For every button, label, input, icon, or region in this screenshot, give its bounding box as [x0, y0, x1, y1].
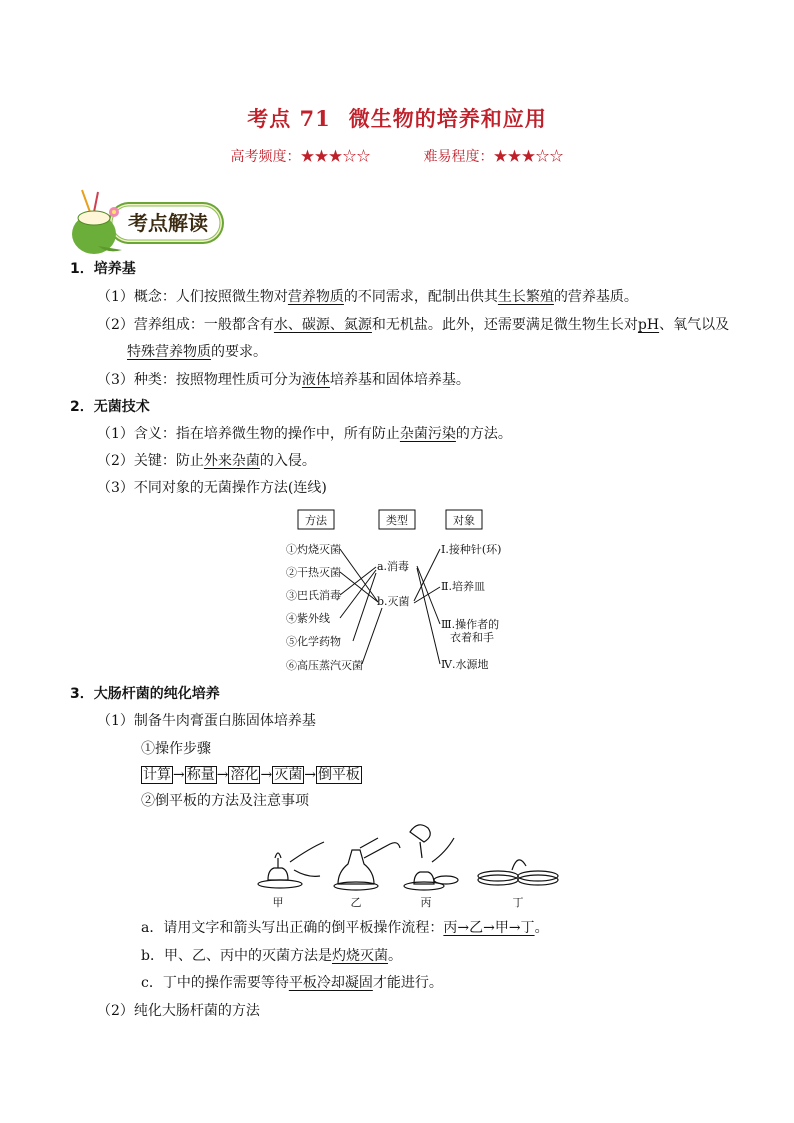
topic-number: 考点 71 — [247, 106, 331, 131]
paragraph-purify: （2）纯化大肠杆菌的方法 — [97, 1003, 260, 1019]
step-operation-label: ①操作步骤 — [141, 741, 211, 757]
hand-flask-icon — [404, 825, 458, 890]
target-item: Ⅰ.接种针(环) — [441, 543, 502, 556]
flow-step: 计算 — [143, 767, 171, 783]
operation-flow — [141, 765, 362, 785]
flow-arrow: → — [304, 767, 316, 783]
method-item: ④紫外线 — [286, 612, 330, 625]
frequency-stars: ★★★☆☆ — [300, 149, 371, 165]
target-item: 衣着和手 — [450, 631, 494, 644]
paragraph-key: （2）关键：防止外来杂菌的入侵。 — [97, 453, 316, 469]
paragraph-composition-cont: 特殊营养物质的要求。 — [127, 344, 267, 360]
method-item: ⑥高压蒸汽灭菌 — [286, 659, 363, 672]
step-pouring-label: ②倒平板的方法及注意事项 — [141, 793, 309, 809]
type-item: a.消毒 — [377, 560, 410, 573]
method-item: ⑤化学药物 — [286, 635, 341, 648]
section-banner — [68, 186, 228, 256]
method-item: ③巴氏消毒 — [286, 589, 341, 602]
alcohol-lamp-icon — [258, 842, 324, 888]
pouring-plate-illustration — [250, 818, 560, 910]
method-item: ②干热灭菌 — [286, 566, 341, 579]
section-heading-2: 2．无菌技术 — [70, 399, 150, 415]
sterilization-matching-diagram — [278, 504, 518, 684]
label-ding: 丁 — [512, 896, 524, 909]
header-method: 方法 — [305, 514, 327, 527]
label-bing: 丙 — [420, 896, 432, 909]
petri-dish-icon — [478, 860, 558, 885]
header-target: 对象 — [453, 514, 475, 527]
target-item: Ⅱ.培养皿 — [441, 580, 485, 593]
header-type: 类型 — [386, 514, 408, 527]
section-heading-3: 3．大肠杆菌的纯化培养 — [70, 686, 220, 702]
page-title — [0, 103, 794, 133]
flow-step: 倒平板 — [317, 767, 360, 783]
flow-arrow: → — [260, 767, 273, 783]
target-item: Ⅳ.水源地 — [441, 658, 489, 671]
flow-step: 灭菌 — [274, 767, 303, 783]
method-item: ①灼烧灭菌 — [286, 543, 341, 556]
label-yi: 乙 — [350, 896, 362, 909]
frequency-label: 高考频度： — [230, 149, 301, 165]
question-c: c．丁中的操作需要等待平板冷却凝固才能进行。 — [141, 975, 443, 991]
target-item: Ⅲ.操作者的 — [441, 618, 500, 631]
paragraph-concept: （1）概念：人们按照微生物对营养物质的不同需求，配制出供其生长繁殖的营养基质。 — [97, 289, 638, 305]
flow-arrow: → — [216, 767, 229, 783]
banner-text: 考点解读 — [128, 211, 208, 235]
section-heading-1: 1．培养基 — [70, 261, 136, 277]
topic-name: 微生物的培养和应用 — [348, 106, 547, 131]
question-b: b．甲、乙、丙中的灭菌方法是灼烧灭菌。 — [141, 948, 402, 964]
rating-line — [0, 146, 794, 166]
flow-arrow: → — [173, 767, 185, 783]
flask-icon — [334, 838, 400, 890]
paragraph-methods: （3）不同对象的无菌操作方法(连线) — [97, 480, 327, 496]
paragraph-meaning: （1）含义：指在培养微生物的操作中，所有防止杂菌污染的方法。 — [97, 426, 512, 442]
flow-step: 称量 — [186, 767, 215, 783]
label-jia: 甲 — [272, 896, 284, 909]
type-item: b.灭菌 — [377, 595, 410, 608]
paragraph-prepare-medium: （1）制备牛肉膏蛋白胨固体培养基 — [97, 713, 316, 729]
paragraph-types: （3）种类：按照物理性质可分为液体培养基和固体培养基。 — [97, 372, 470, 388]
flow-step: 溶化 — [230, 767, 259, 783]
difficulty-label: 难易程度： — [423, 149, 494, 165]
question-a: a．请用文字和箭头写出正确的倒平板操作流程：丙→乙→甲→丁。 — [141, 920, 549, 936]
paragraph-composition: （2）营养组成：一般都含有水、碳源、氮源和无机盐。此外，还需要满足微生物生长对pH、氧气以及 — [97, 317, 730, 333]
difficulty-stars: ★★★☆☆ — [493, 149, 564, 165]
